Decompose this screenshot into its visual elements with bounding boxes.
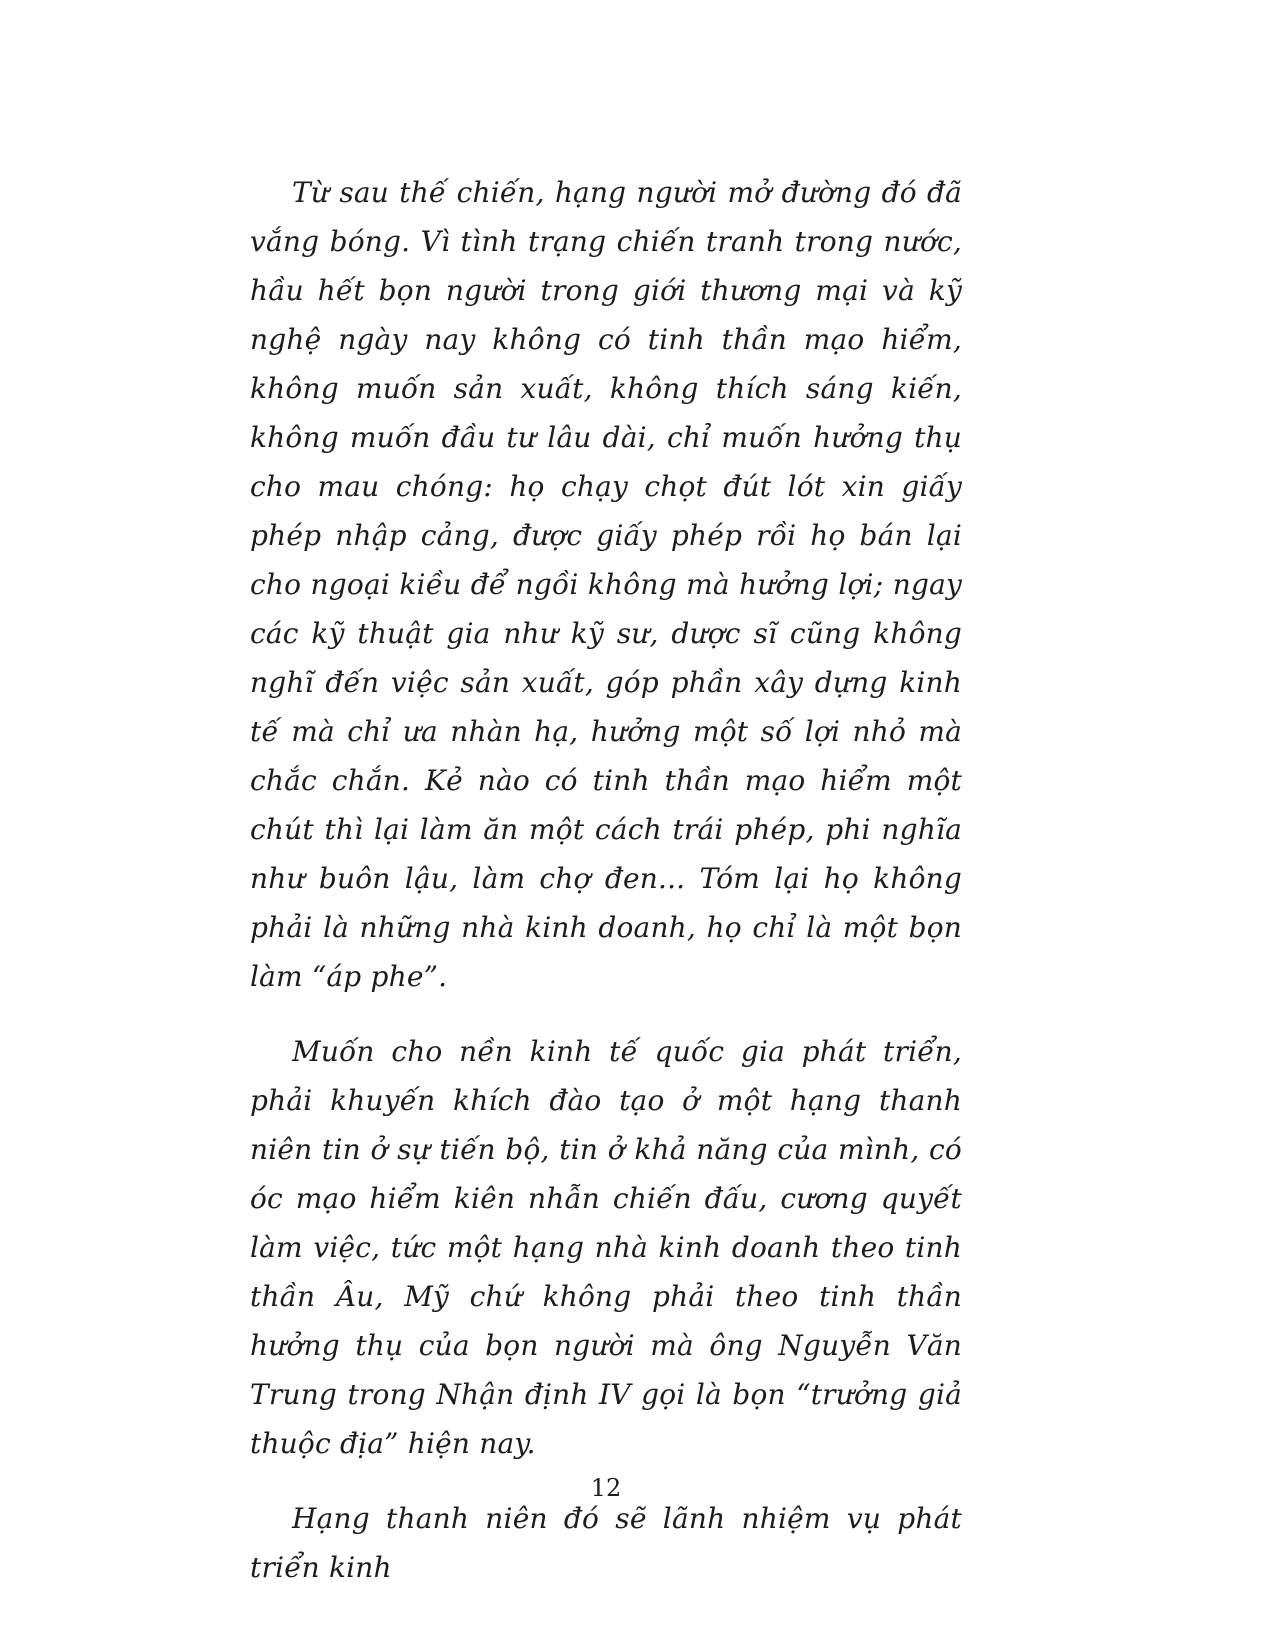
page-number: 12	[590, 1474, 622, 1502]
paragraph-1: Từ sau thế chiến, hạng người mở đường đó đã vắng bóng. Vì tình trạng chiến tranh trong nước, hầu hết bọn người trong giới thương mại và kỹ nghệ ngày nay không có tinh thần mạo hiểm, không muốn sản xuất, không thích sáng kiến, không muốn đầu tư lâu dài, chỉ muốn hưởng thụ cho mau chóng: họ chạy chọt đút lót xin giấy phép nhập cảng, được giấy phép rồi họ bán lại cho ngoại kiều để ngồi không mà hưởng lợi; ngay các kỹ thuật gia như kỹ sư, dược sĩ cũng không nghĩ đến việc sản xuất, góp phần xây dựng kinh tế mà chỉ ưa nhàn hạ, hưởng một số lợi nhỏ mà chắc chắn. Kẻ nào có tinh thần mạo hiểm một chút thì lại làm ăn một cách trái phép, phi nghĩa như buôn lậu, làm chợ đen... Tóm lại họ không phải là những nhà kinh doanh, họ chỉ là một bọn làm “áp phe”.	[250, 176, 962, 993]
paragraph-2: Muốn cho nền kinh tế quốc gia phát triển, phải khuyến khích đào tạo ở một hạng thanh niên tin ở sự tiến bộ, tin ở khả năng của mình, có óc mạo hiểm kiên nhẫn chiến đấu, cương quyết làm việc, tức một hạng nhà kinh doanh theo tinh thần Âu, Mỹ chứ không phải theo tinh thần hưởng thụ của bọn người mà ông Nguyễn Văn Trung trong Nhận định IV gọi là bọn “trưởng giả thuộc địa” hiện nay.	[250, 1035, 962, 1460]
page-content	[250, 168, 962, 1618]
paragraph-3: Hạng thanh niên đó sẽ lãnh nhiệm vụ phát triển kinh	[250, 1502, 962, 1584]
